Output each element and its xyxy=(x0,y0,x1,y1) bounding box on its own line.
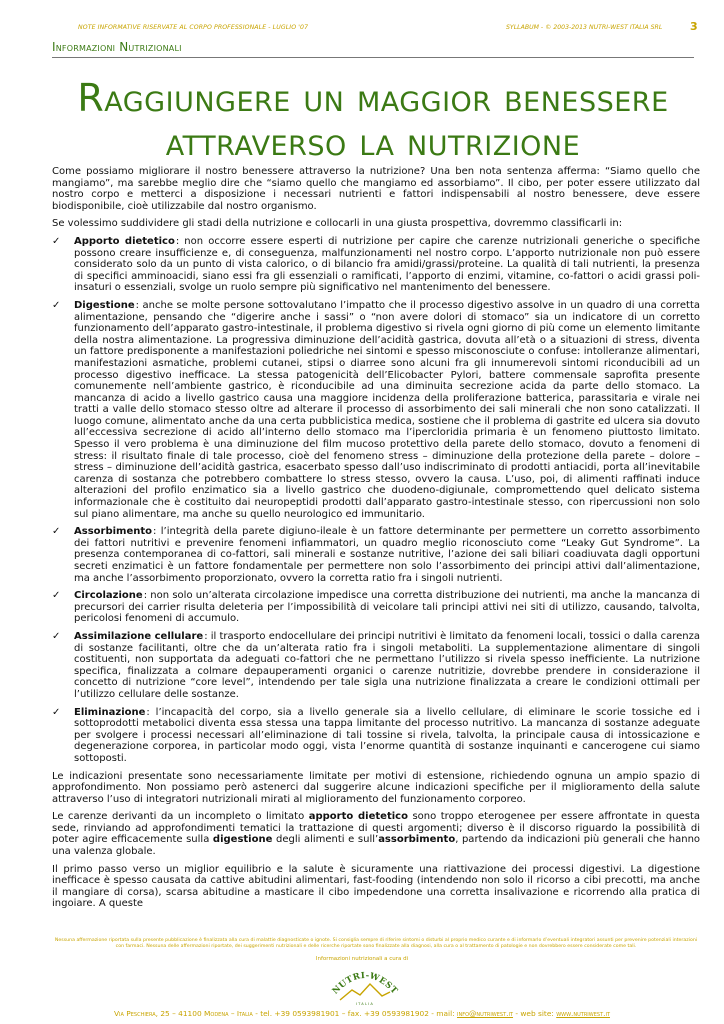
check-icon: ✓ xyxy=(52,299,61,311)
footer-web-label: - web site: xyxy=(513,1009,557,1018)
list-item xyxy=(52,300,700,520)
page-title-line-2: attraverso la nutrizione xyxy=(165,120,581,164)
check-icon: ✓ xyxy=(52,590,61,602)
list-item-term: Apporto dietetico xyxy=(74,235,175,247)
legal-disclaimer: Nessuna affermazione riportata sulla presente pubblicazione è finalizzata alla cura di malattie diagnosticate o ignote. Si consiglia sempre di riferire sintomi o disturbi al proprio medico curante e di informarlo d’eventuali integratori assunti per prevenire potenziali interazioni con farmaci. Nessuna delle affermazioni riportate, dei suggerimenti nutrizionali e delle ricerche riportate sono finalizzate alla diagnosi, alla cura o al trattamento di patologie e non dovrebbero essere considerate come tali. xyxy=(54,938,698,949)
footer-phone-fax: - tel. +39 0593981901 – fax. +39 0593981902 - mail: xyxy=(252,1009,457,1018)
header-divider xyxy=(52,57,694,58)
list-item-text: : il trasporto endocellulare dei principi nutritivi è limitato da fenomeni locali, tossici o dalla carenza di sostanze facilitanti, oltre che da un’alterata ratio fra i singoli metaboliti. La supplementazione alimentare di singoli costituenti, non supportata da adeguati co-fattori che ne permettano l’utilizzo si rivela spesso inefficiente. La nutrizione specifica, finalizzata a colmare depauperamenti organici o carenze nutritizie, dovrebbe prendere in considerazione il concetto di nutrizione “core level”, intendendo per tale sigla una nutrizione finalizzata a creare le condizioni ottimali per l’utilizzo cellulare delle sostanze. xyxy=(74,630,700,700)
text-run: degli alimenti e sull’ xyxy=(272,834,379,846)
list-item-text: : non occorre essere esperti di nutrizione per capire che carenze nutrizionali generiche o specifiche possono creare insufficienze e, di conseguenza, malfunzionamenti nel nostro corpo. L’apporto nutrizionale non può essere considerato solo da un punto di vista calorico, o di bilancio fra amidi/grassi/proteine. La qualità di tali nutrienti, la presenza di specifici amminoacidi, siano essi fra gli essenziali o ramificati, l’apporto di enzimi, vitamine, co-fattori o acidi grassi poli-insaturi o essenziali, svolge un ruolo sempre più significativo nel mantenimento del benessere. xyxy=(74,235,700,294)
header-note: NOTE INFORMATIVE RISERVATE AL CORPO PROFESSIONALE - LUGLIO '07 xyxy=(78,24,309,31)
list-item-text: : non solo un’alterata circolazione impedisce una corretta distribuzione dei nutrienti, ma anche la mancanza di precursori dei carrier risulta deleteria per l’impossibilità di veicolare tali principi attivi nei siti di utilizzo, causando, talvolta, pericolosi fenomeni di accumulo. xyxy=(74,590,700,625)
closing-paragraph: Il primo passo verso un miglior equilibrio e la salute è sicuramente una riattivazione dei processi digestivi. La digestione inefficace è spesso causata da cattive abitudini alimentari, fast-fooding (intendendo non solo il ricorso a cibi precotti, ma anche il mangiare di corsa), scarsa abitudine a masticare il cibo impedendone una corretta insalivazione e ricorrendo alla pratica di ingoiare. A queste xyxy=(52,863,700,910)
footer-address: Via Peschiera, 25 – 41100 Modena – Italia xyxy=(113,1009,253,1018)
bold-term: assorbimento xyxy=(378,834,456,846)
page-number: 3 xyxy=(690,20,698,33)
info-label: Informazioni nutrizionali a cura di xyxy=(315,956,409,962)
nutri-west-logo xyxy=(330,962,400,1006)
check-icon: ✓ xyxy=(52,630,61,642)
nutrition-stages-list xyxy=(52,236,700,765)
closing-paragraph xyxy=(52,811,700,857)
list-item-text: : l’incapacità del corpo, sia a livello generale sia a livello cellulare, di eliminare le scorie tossiche ed i sottoprodotti metabolici diventa essa stessa una tappa limitante del processo nutritivo. La mancanza di sostanze adeguate per svolgere i processi necessari all’eliminazione di tali tossine si rivela, talvolta, la principale causa di intossicazione e degenerazione corporea, in particolar modo oggi, vista l’enorme quantità di sostanze inquinanti e cancerogene cui siamo sottoposti. xyxy=(74,706,700,764)
intro-paragraph: Come possiamo migliorare il nostro benessere attraverso la nutrizione? Una ben nota sentenza afferma: “Siamo quello che mangiamo”, ma sarebbe meglio dire che “siamo quello che mangiamo ed assorbiamo”. Il cibo, per poter essere utilizzato dal nostro corpo e metterci a disposizione i necessari nutrienti e fattori indispensabili al nostro benessere, deve essere biodisponibile, cioè utilizzabile dal nostro organismo. xyxy=(52,166,700,212)
text-run: , partendo da indicazioni più generali che hanno una valenza globale. xyxy=(52,834,701,858)
list-item-term: Assorbimento xyxy=(74,526,153,538)
list-item-term: Digestione xyxy=(74,299,135,311)
list-item xyxy=(52,631,700,701)
header-copyright: SYLLABUM - © 2003-2013 NUTRI-WEST ITALIA SRL xyxy=(506,24,663,31)
list-item-term: Circolazione xyxy=(74,590,143,602)
intro-paragraph: Se volessimo suddividere gli stadi della nutrizione e collocarli in una giusta prospettiva, dovremmo classificarli in: xyxy=(52,218,623,230)
closing-paragraph: Le indicazioni presentate sono necessariamente limitate per motivi di estensione, richiedendo ognuna un ampio spazio di approfondimento. Non possiamo però astenerci dal suggerire alcune indicazioni specifiche per il miglioramento della salute attraverso l’uso di integratori nutrizionali mirati al miglioramento del funzionamento corporeo. xyxy=(52,770,700,805)
check-icon: ✓ xyxy=(52,706,61,718)
footer-website-link[interactable]: www.nutriwest.it xyxy=(556,1009,610,1018)
text-run: sono troppo eterogenee per essere affrontate in questa sede, rinviando ad approfondimenti tematici la trattazione di questi argomenti; diverso è il discorso riguardo la possibilità di poter agire efficacemente sulla xyxy=(52,811,700,846)
logo-subtext: ITALIA xyxy=(355,1002,375,1006)
list-item xyxy=(52,707,700,765)
footer-email-link[interactable]: info@nutriwest.it xyxy=(456,1009,514,1018)
list-item xyxy=(52,526,700,584)
list-item-term: Assimilazione cellulare xyxy=(74,630,204,642)
check-icon: ✓ xyxy=(52,526,61,538)
list-item-term: Eliminazione xyxy=(74,706,146,718)
bold-term: digestione xyxy=(212,834,273,846)
article-body xyxy=(52,166,700,916)
page-title-line-1: Raggiungere un maggior benessere xyxy=(77,76,669,120)
logo-text: NUTRI-WEST xyxy=(330,970,400,997)
text-run: Le carenze derivanti da un incompleto o limitato xyxy=(52,811,309,823)
footer-contacts xyxy=(0,1009,724,1018)
section-title: Informazioni Nutrizionali xyxy=(52,40,182,54)
page-title xyxy=(52,76,694,164)
list-item xyxy=(52,236,700,294)
list-item xyxy=(52,590,700,625)
check-icon: ✓ xyxy=(52,235,61,247)
list-item-text: : anche se molte persone sottovalutano l’impatto che il processo digestivo assolve in un quadro di una corretta alimentazione, pensando che “digerire anche i sassi” o “non avere dolori di stomaco” sia un indicatore di un corretto funzionamento dell’apparato gastro-intestinale, il problema digestivo si rivela ogni giorno di più come un elemento limitante della nostra alimentazione. La progressiva diminuzione dell’acidità gastrica, dovuta all’età o a situazioni di stress, diventa un fattore predisponente a manifestazioni poliedriche nei sintomi e spesso misconosciute o confuse: intolleranze alimentari, manifestazioni asmatiche, problemi cutanei, stipsi o diarree sono alcuni fra gli innumerevoli sintomi riconducibili ad un processo digestivo inefficace. La stessa patogenicità dell’Elicobacter Pylori, battere commensale saprofita presente comunemente nell’ambiente gastrico, è riconducibile ad una diminuita secrezione acida da parte dello stomaco. La mancanza di acido a livello gastrico causa una maggiore incidenza della proliferazione batterica, parassitaria e virale nei tratti a valle dello stomaco stesso oltre ad alterare il processo di assorbimento dei sali minerali che non sono catalizzati. Il luogo comune, alimentato anche da una certa pubblicistica medica, sostiene che il problema di gastrite ed ulcera sia dovuto all’eccessiva secrezione di acido all’interno dello stomaco ma l’ipercloridia primaria è un fenomeno piuttosto limitato. Spesso il vero problema è una diminuzione del film mucoso protettivo della parete dello stomaco, dovuto a fenomeni di stress: il risultato finale di tale processo, cioè del fenomeno stress – diminuzione della protezione della parete – dolore – stress – diminuzione dell’acidità gastrica, esacerbato spesso dall’uso indiscriminato di prodotti antiacidi, porta all’inevitabile carenza di sostanza che potrebbero combattere lo stress stesso, ovvero la causa. L’uso, poi, di alimenti raffinati induce alterazioni del profilo enzimatico sia a livello gastrico che duodeno-digiunale, compromettendo quel delicato sistema informazionale che è costituito dai neuropeptidi prodotti dall’apparato gastro-intestinale stesso, con ripercussioni non solo sul piano alimentare, ma anche su quello neurologico ed immunitario. xyxy=(74,299,700,520)
list-item-text: : l’integrità della parete digiuno-ileale è un fattore determinante per permettere un corretto assorbimento dei fattori nutritivi e prevenire fenomeni infiammatori, un quadro meglio riconosciuto come “Leaky Gut Syndrome”. La presenza contemporanea di co-fattori, sali minerali e sostanze nutritive, l’azione dei sali biliari coadiuvata dagli opportuni secreti enzimatici è un fattore fondamentale per permettere non solo l’assorbimento dei principi attivi dall’alimentazione, ma anche l’assorbimento proporzionato, ovvero la corretta ratio fra i singoli nutrienti. xyxy=(74,526,700,584)
bold-term: apporto dietetico xyxy=(308,811,408,823)
